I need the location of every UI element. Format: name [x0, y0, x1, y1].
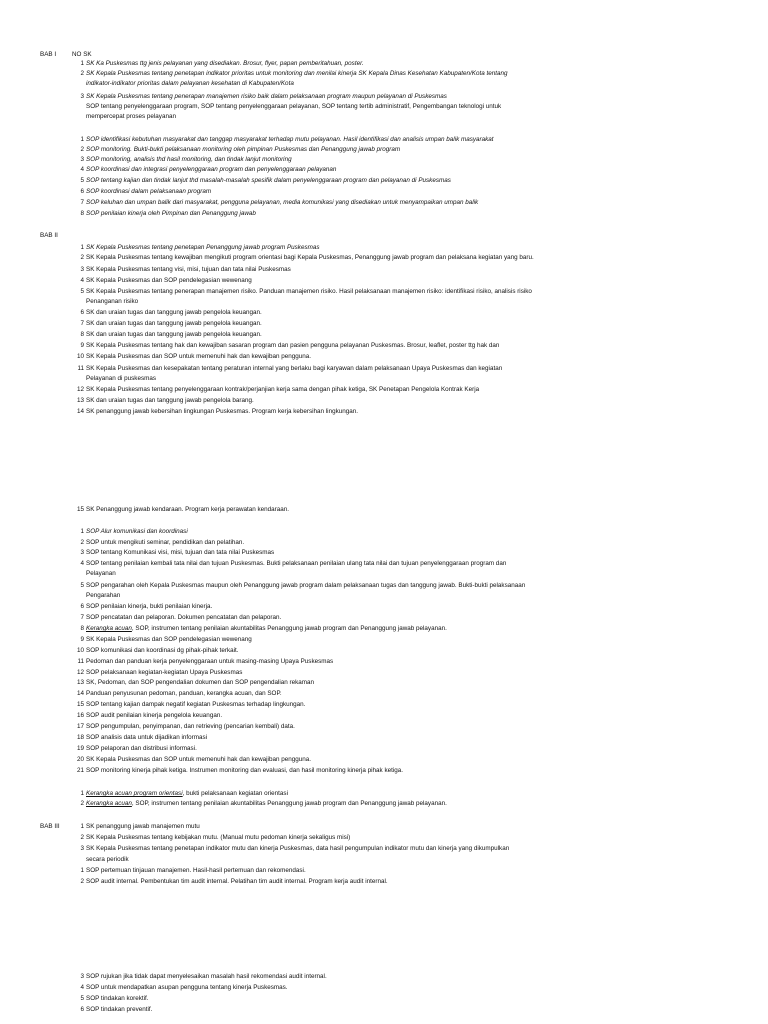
item-text: SK dan uraian tugas dan tanggung jawab pengelola keuangan. [86, 309, 262, 316]
item-number: 3 [80, 549, 84, 556]
item-number: 3 [80, 845, 84, 852]
item-number: 13 [76, 397, 84, 404]
item-text: SOP pertemuan tinjauan manajemen. Hasil-hasil pertemuan dan rekomendasi. [86, 867, 306, 874]
item-text: SK penanggung jawab manajemen mutu [86, 823, 200, 830]
item-text: SK dan uraian tugas dan tanggung jawab pengelola keuangan. [86, 320, 262, 327]
item-number: 2 [80, 834, 84, 841]
item-number: 6 [80, 188, 84, 195]
item-text: SOP koordinasi dan integrasi penyelenggaraan program dan penyelenggaraan pelayanan [86, 166, 337, 173]
item-number: 7 [80, 320, 84, 327]
item-text: SOP audit penilaian kinerja pengelola keuangan. [86, 712, 223, 719]
item-text: SK, Pedoman, dan SOP pengendalian dokumen dan SOP pengendalian rekaman [86, 679, 315, 686]
item-text: Kerangka acuan program orientasi, bukti pelaksanaan kegiatan orientasi [86, 790, 288, 797]
item-number: 1 [80, 60, 84, 67]
item-text: SOP pelaksanaan kegiatan-kegiatan Upaya Puskesmas [86, 669, 243, 676]
item-text: Kerangka acuan, SOP, instrumen tentang penilaian akuntabilitas Penanggung jawab program dan Penanggung jawab pelayanan. [86, 625, 447, 632]
item-text: SK Kepala Puskesmas dan SOP untuk memenuhi hak dan kewajiban pengguna. [86, 756, 311, 763]
item-number: 2 [80, 878, 84, 885]
item-number: 5 [80, 995, 84, 1002]
item-text: SOP untuk mengikuti seminar, pendidikan dan pelatihan. [86, 539, 245, 546]
item-text: SK dan uraian tugas dan tanggung jawab pengelola keuangan. [86, 331, 262, 338]
item-text: SK Kepala Puskesmas dan kesepakatan tentang peraturan internal yang berlaku bagi karyawan dalam pelaksanaan Upaya Puskesmas dan kegiatan [86, 365, 503, 372]
item-number: 6 [80, 603, 84, 610]
item-text: SK Ka Puskesmas ttg jenis pelayanan yang disediakan. Brosur, flyer, papan pemberitahuan, poster. [86, 60, 364, 67]
item-text: SOP rujukan jika tidak dapat menyelesaikan masalah hasil rekomendasi audit internal. [86, 973, 327, 980]
item-number: 12 [76, 669, 84, 676]
item-number: 18 [76, 734, 84, 741]
item-text: SK Kepala Puskesmas tentang penerapan manajemen risiko baik dalam pelaksanaan program maupun pelayanan di Puskesmas [86, 93, 447, 100]
item-number: 3 [80, 266, 84, 273]
item-number: 8 [80, 625, 84, 632]
item-text: SOP tentang kajian dampak negatif kegiatan Puskesmas terhadap lingkungan. [86, 701, 306, 708]
item-text: SOP koordinasi dalam pelaksanaan program [86, 188, 212, 195]
item-text: indikator-indikator prioritas dalam pelayanan kesehatan di Kabupaten/Kota [86, 80, 294, 87]
item-text: SOP identifikasi kebutuhan masyarakat dan tanggap masyarakat terhadap mutu pelayanan. Hasil identifikasi dan analisis umpan balik masyarakat [86, 136, 494, 143]
item-number: 11 [77, 658, 84, 665]
item-text: Panduan penyusunan pedoman, panduan, kerangka acuan, dan SOP. [86, 690, 282, 697]
item-number: 1 [80, 790, 84, 797]
item-number: 15 [76, 506, 84, 513]
item-text: SOP pengumpulan, penyimpanan, dan retrieving (pencarian kembali) data. [86, 723, 295, 730]
item-text: SK Kepala Puskesmas dan SOP untuk memenuhi hak dan kewajiban pengguna. [86, 353, 311, 360]
item-number: 4 [80, 984, 84, 991]
item-number: 13 [76, 679, 84, 686]
item-number: 10 [76, 353, 84, 360]
item-text: Penanganan risiko [86, 298, 139, 305]
chapter-label: BAB II [40, 232, 58, 239]
item-text: SK Kepala Puskesmas tentang penerapan manajemen risiko. Panduan manajemen risiko. Hasil pelaksanaan manajemen risiko: identifikasi risiko, analisis risiko [86, 288, 532, 295]
item-number: 1 [80, 136, 84, 143]
item-number: 14 [76, 690, 84, 697]
item-number: 5 [80, 582, 84, 589]
item-number: 9 [80, 342, 84, 349]
item-text: SOP audit internal. Pembentukan tim audit internal. Pelatihan tim audit internal. Program kerja audit internal. [86, 878, 388, 885]
item-text: SOP tentang penyelenggaraan program, SOP tentang penyelenggaraan pelayanan, SOP tentang tertib administratif, Pengembangan teknologi untuk [86, 103, 502, 110]
item-text: SOP pelaporan dan distribusi informasi. [86, 745, 197, 752]
item-text: Pelayanan di puskesmas [86, 375, 157, 382]
item-number: 4 [80, 166, 84, 173]
item-text: SK Kepala Puskesmas tentang visi, misi, tujuan dan tata nilai Puskesmas [86, 266, 291, 273]
item-text: SOP pencatatan dan pelaporan. Dokumen pencatatan dan pelaporan. [86, 614, 282, 621]
item-text: SOP tentang penilaian kembali tata nilai dan tujuan Puskesmas. Bukti pelaksanaan penilaian ulang tata nilai dan tujuan penyelenggaraan program dan [86, 560, 507, 567]
item-number: 6 [80, 309, 84, 316]
item-text: SOP penilaian kinerja oleh Pimpinan dan Penanggung jawab [86, 210, 256, 217]
item-text: SK Penanggung jawab kendaraan. Program kerja perawatan kendaraan. [86, 506, 290, 513]
item-text: Pelayanan [86, 570, 116, 577]
chapter-label: BAB I [40, 51, 57, 58]
item-number: NO SK [72, 51, 92, 58]
item-text: SOP keluhan dan umpan balik dari masyarakat, pengguna pelayanan, media komunikasi yang disediakan untuk menyampaikan umpan balik [86, 199, 479, 206]
item-text: SK dan uraian tugas dan tanggung jawab pengelola barang. [86, 397, 254, 404]
item-number: 4 [80, 560, 84, 567]
item-number: 4 [80, 277, 84, 284]
item-text: SOP analisis data untuk dijadikan informasi [86, 734, 207, 741]
item-text: SOP tentang Komunikasi visi, misi, tujuan dan tata nilai Puskesmas [86, 549, 275, 556]
item-number: 3 [80, 973, 84, 980]
item-number: 8 [80, 331, 84, 338]
item-number: 20 [76, 756, 84, 763]
item-text: SOP tindakan preventif. [86, 1006, 153, 1013]
item-number: 9 [80, 636, 84, 643]
item-text: Kerangka acuan, SOP, instrumen tentang penilaian akuntabilitas Penanggung jawab program dan Penanggung jawab pelayanan. [86, 800, 447, 807]
item-number: 16 [76, 712, 84, 719]
item-text: SK Kepala Puskesmas tentang penetapan indikator prioritas untuk monitoring dan menilai kinerja SK Kepala Dinas Kesehatan Kabupaten/Kota tentang [86, 70, 508, 77]
item-number: 12 [76, 386, 84, 393]
item-text: SOP pengarahan oleh Kepala Puskesmas maupun oleh Penanggung jawab program dalam pelaksanaan tugas dan tanggung jawab. Bukti-bukti pelaksanaan [86, 582, 526, 589]
item-number: 15 [76, 701, 84, 708]
item-text: SOP tindakan korektif. [86, 995, 149, 1002]
item-text: SOP monitoring. Bukti-bukti pelaksanaan monitoring oleh pimpinan Puskesmas dan Penanggung jawab program [86, 146, 401, 153]
item-text: Pengarahan [86, 592, 121, 599]
item-text: SK Kepala Puskesmas tentang hak dan kewajiban sasaran program dan pasien pengguna pelayanan Puskesmas. Brosur, leaflet, poster ttg hak dan [86, 342, 500, 349]
item-number: 8 [80, 210, 84, 217]
item-number: 14 [76, 408, 84, 415]
item-number: 6 [80, 1006, 84, 1013]
item-number: 11 [77, 365, 84, 372]
item-text: SK Kepala Puskesmas dan SOP pendelegasian wewenang [86, 277, 252, 284]
item-number: 2 [80, 70, 84, 77]
item-text: SOP untuk mendapatkan asupan pengguna tentang kinerja Puskesmas. [86, 984, 288, 991]
item-number: 19 [76, 745, 84, 752]
item-number: 3 [80, 156, 84, 163]
item-text: SK penanggung jawab kebersihan lingkungan Puskesmas. Program kerja kebersihan lingkungan. [86, 408, 358, 415]
item-text: SOP tentang kajian dan tindak lanjut thd masalah-masalah spesifik dalam penyelenggaraan program dan pelayanan di Puskesmas [86, 177, 451, 184]
item-number: 1 [80, 528, 84, 535]
item-text: SOP monitoring, analisis thd hasil monitoring, dan tindak lanjut monitoring [86, 156, 292, 163]
item-number: 21 [76, 767, 84, 774]
item-number: 1 [80, 823, 84, 830]
item-text: SK Kepala Puskesmas tentang penetapan Penanggung jawab program Puskesmas [86, 244, 320, 251]
item-number: 2 [80, 254, 84, 261]
item-number: 2 [80, 539, 84, 546]
item-text: SOP monitoring kinerja pihak ketiga. Instrumen monitoring dan evaluasi, dan hasil monitoring kinerja pihak ketiga. [86, 767, 403, 774]
item-text: SK Kepala Puskesmas tentang kewajiban mengikuti program orientasi bagi Kepala Puskesmas, Penanggung jawab program dan pelaksana kegiatan yang baru. [86, 254, 534, 261]
item-text: Pedoman dan panduan kerja penyelenggaraan untuk masing-masing Upaya Puskesmas [86, 658, 334, 665]
item-text: SK Kepala Puskesmas tentang kebijakan mutu. (Manual mutu pedoman kinerja sekaligus misi) [86, 834, 351, 841]
item-text: SOP penilaian kinerja, bukti penilaian kinerja. [86, 603, 213, 610]
item-text: SK Kepala Puskesmas tentang penetapan indikator mutu dan kinerja Puskesmas, data hasil pengumpulan indikator mutu dan kinerja yang dikumpulkan [86, 845, 510, 852]
item-text: SOP komunikasi dan koordinasi dg pihak-pihak terkait. [86, 647, 239, 654]
item-number: 5 [80, 288, 84, 295]
item-number: 10 [76, 647, 84, 654]
item-number: 5 [80, 177, 84, 184]
item-number: 2 [80, 800, 84, 807]
item-number: 17 [76, 723, 84, 730]
item-text: secara periodik [86, 856, 129, 863]
item-number: 1 [80, 244, 84, 251]
item-text: SK Kepala Puskesmas dan SOP pendelegasian wewenang [86, 636, 252, 643]
item-number: 7 [80, 199, 84, 206]
item-number: 7 [80, 614, 84, 621]
chapter-label: BAB III [40, 823, 60, 830]
item-text: mempercepat proses pelayanan [86, 113, 176, 120]
item-text: SOP Alur komunikasi dan koordinasi [86, 528, 188, 535]
item-number: 1 [80, 867, 84, 874]
item-number: 3 [80, 93, 84, 100]
item-text: SK Kepala Puskesmas tentang penyelenggaraan kontrak/perjanjian kerja sama dengan pihak ketiga, SK Penetapan Pengelola Kontrak Kerja [86, 386, 480, 393]
item-number: 2 [80, 146, 84, 153]
